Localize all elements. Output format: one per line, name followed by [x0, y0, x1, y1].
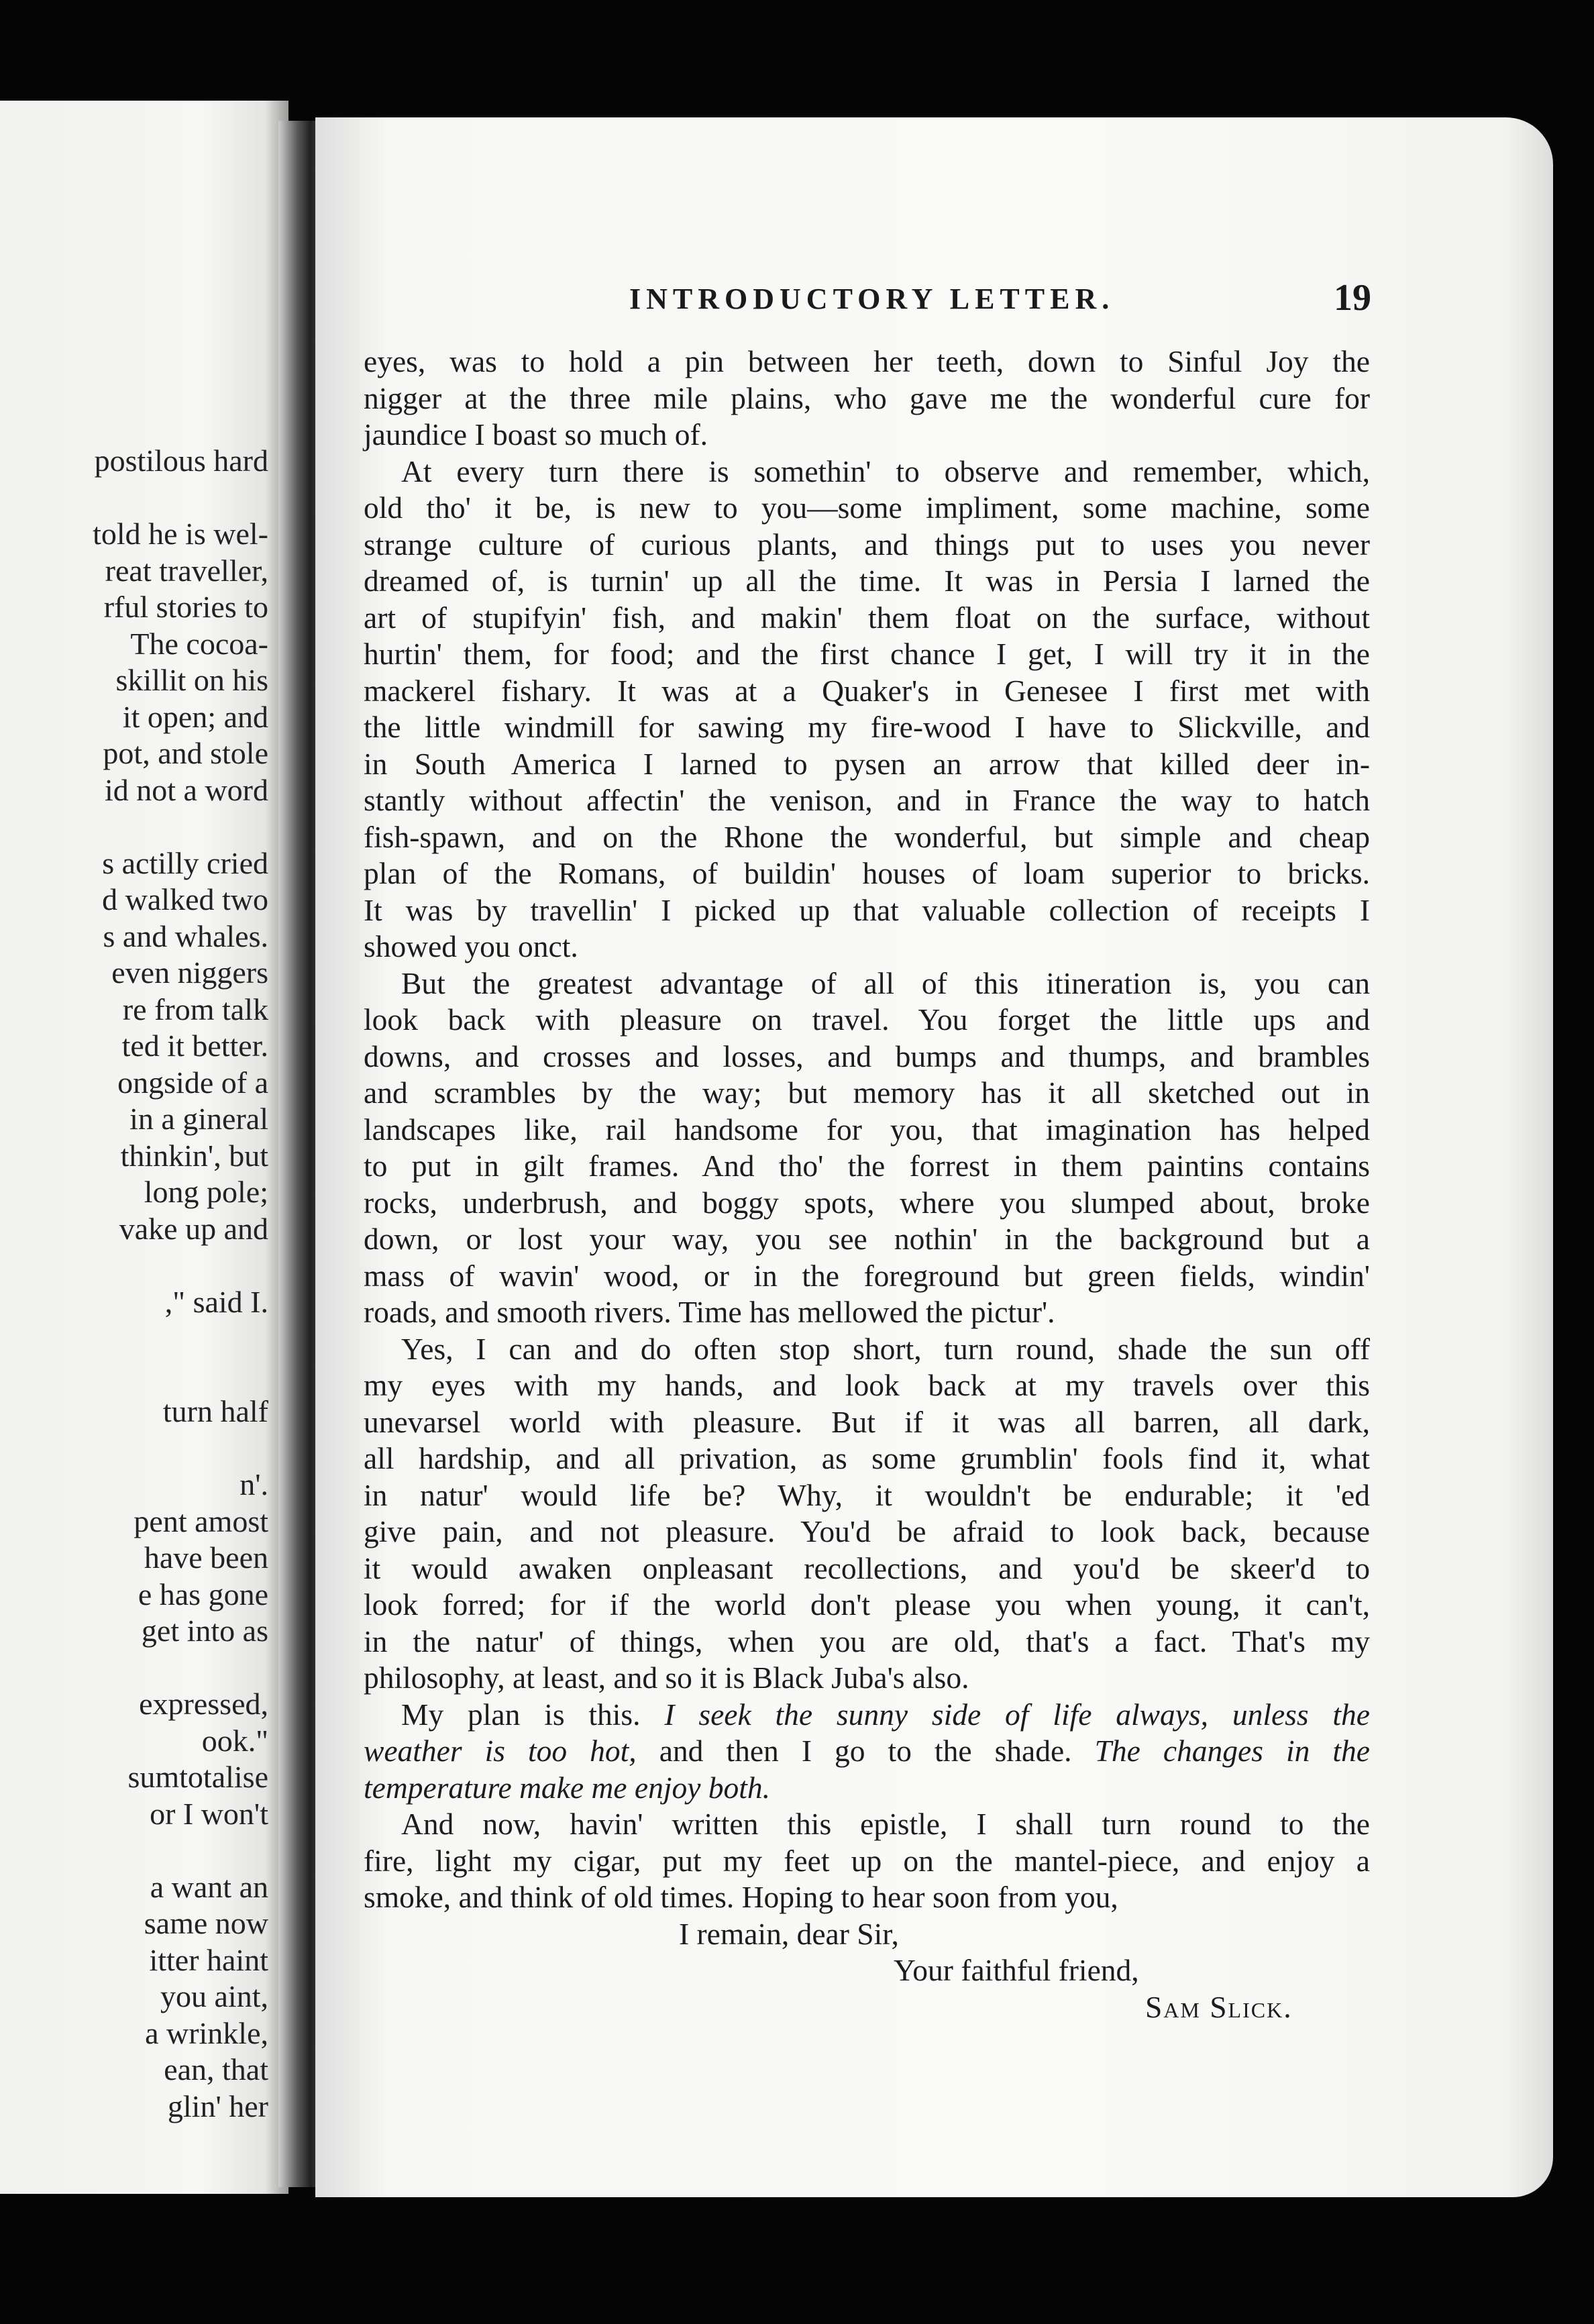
text-line: in the natur' of things, when you are old, that's a fact. That's my	[364, 1624, 1370, 1658]
text-line: and scrambles by the way; but memory has it all sketched out in	[364, 1075, 1370, 1110]
text-line: rocks, underbrush, and boggy spots, where you slumped about, broke	[364, 1185, 1370, 1220]
left-page-line: you aint,	[160, 1979, 268, 2013]
left-page-line: re from talk	[122, 992, 268, 1026]
left-page-line	[0, 1650, 268, 1687]
left-page-line: turn half	[162, 1394, 268, 1428]
left-page-text	[0, 443, 268, 2125]
text-line: look back with pleasure on travel. You forget the little ups and	[364, 1002, 1370, 1037]
left-page-line: long pole;	[144, 1175, 268, 1209]
left-page-line: ," said I.	[164, 1284, 268, 1319]
left-page-line: pent amost	[134, 1503, 268, 1538]
text-line: fire, light my cigar, put my feet up on the mantel-piece, and enjoy a	[364, 1843, 1370, 1878]
text-line: smoke, and think of old times. Hoping to hear soon from you,	[364, 1880, 1118, 1914]
body-text	[364, 344, 1370, 2025]
left-page-line: reat traveller,	[105, 553, 268, 588]
left-page-line: expressed,	[139, 1687, 268, 1721]
left-facing-page	[0, 101, 288, 2194]
plan-italic-text: The changes in the	[1094, 1734, 1370, 1768]
closing-line: I remain, dear Sir,	[679, 1916, 899, 1951]
text-line: the little windmill for sawing my fire-wood I have to Slickville, and	[364, 710, 1370, 744]
text-line: in South America I larned to pysen an arrow that killed deer in-	[364, 746, 1370, 781]
text-line: unevarsel world with pleasure. But if it was all barren, all dark,	[364, 1404, 1370, 1439]
text-line: in natur' would life be? Why, it wouldn't be endurable; it 'ed	[364, 1477, 1370, 1512]
text-line: mass of wavin' wood, or in the foreground but green fields, windin'	[364, 1258, 1370, 1293]
left-page-line: itter haint	[149, 1942, 268, 1977]
left-page-line: e has gone	[138, 1577, 268, 1612]
left-page-line: glin' her	[167, 2089, 268, 2123]
left-page-line: ook."	[201, 1723, 268, 1758]
left-page-line: a wrinkle,	[145, 2015, 268, 2050]
left-page-line: vake up and	[119, 1211, 268, 1246]
left-page-line	[0, 1430, 268, 1467]
left-page-line: told he is wel-	[93, 517, 268, 551]
signature: Sam Slick.	[1145, 1989, 1293, 2024]
text-line: And now, havin' written this epistle, I shall turn round to the	[401, 1807, 1370, 1841]
left-page-line: s actilly cried	[102, 845, 268, 880]
left-page-line: The cocoa-	[130, 626, 268, 661]
text-line-plan	[364, 1733, 1370, 1770]
text-line: plan of the Romans, of buildin' houses of loam superior to bricks.	[364, 856, 1370, 890]
text-line: art of stupifyin' fish, and makin' them float on the surface, without	[364, 600, 1370, 635]
text-line: down, or lost your way, you see nothin' in the background but a	[364, 1222, 1370, 1256]
plan-italic-text: weather is too hot,	[364, 1734, 637, 1768]
text-line-plan	[364, 1770, 1370, 1807]
text-line: my eyes with my hands, and look back at my travels over this	[364, 1368, 1370, 1402]
text-line: It was by travellin' I picked up that valuable collection of receipts I	[364, 892, 1370, 927]
text-line: dreamed of, is turnin' up all the time. It was in Persia I larned the	[364, 564, 1370, 598]
text-line: give pain, and not pleasure. You'd be afraid to look back, because	[364, 1514, 1370, 1548]
left-page-line: id not a word	[104, 772, 268, 807]
text-line: fish-spawn, and on the Rhone the wonderful, but simple and cheap	[364, 819, 1370, 854]
text-line: nigger at the three mile plains, who gave me the wonderful cure for	[364, 380, 1370, 415]
left-page-line	[0, 480, 268, 517]
text-line: it would awaken onpleasant recollections, and you'd be skeer'd to	[364, 1550, 1370, 1585]
text-line: stantly without affectin' the venison, and in France the way to hatch	[364, 783, 1370, 817]
left-page-line: skillit on his	[115, 663, 268, 697]
plan-text: My plan is this.	[401, 1697, 641, 1732]
left-page-line: in a gineral	[129, 1102, 268, 1136]
left-page-line: thinkin', but	[120, 1138, 268, 1173]
text-line: mackerel fishary. It was at a Quaker's in Genesee I first met with	[364, 673, 1370, 708]
left-page-line	[0, 1320, 268, 1357]
left-page-line: s and whales.	[103, 918, 268, 953]
text-line: But the greatest advantage of all of this itineration is, you can	[401, 965, 1370, 1000]
text-line: showed you onct.	[364, 929, 578, 963]
left-page-line: ongside of a	[117, 1065, 268, 1100]
text-line: hurtin' them, for food; and the first chance I get, I will try it in the	[364, 637, 1370, 671]
plan-italic-text: temperature make me enjoy both.	[364, 1770, 771, 1805]
running-head: INTRODUCTORY LETTER.	[629, 282, 1115, 315]
text-line: roads, and smooth rivers. Time has mellowed the pictur'.	[364, 1295, 1055, 1329]
text-line: all hardship, and all privation, as some grumblin' fools find it, what	[364, 1441, 1370, 1475]
text-line: downs, and crosses and losses, and bumps and thumps, and brambles	[364, 1039, 1370, 1073]
plan-italic-text: I seek the sunny side of life always, unless the	[664, 1697, 1371, 1732]
text-line: old tho' it be, is new to you—some impliment, some machine, some	[364, 490, 1370, 525]
text-line: Yes, I can and do often stop short, turn round, shade the sun off	[401, 1331, 1370, 1366]
left-page-line: even niggers	[111, 955, 268, 990]
left-page-line: rful stories to	[103, 590, 268, 624]
left-page-line: sumtotalise	[127, 1760, 268, 1794]
page-number: 19	[1334, 277, 1371, 319]
left-page-line: it open; and	[122, 699, 268, 734]
plan-text: and then I go to the shade.	[659, 1734, 1072, 1768]
left-page-line: d walked two	[102, 882, 268, 916]
text-line: look forred; for if the world don't please you when young, it can't,	[364, 1587, 1370, 1622]
left-page-line	[0, 1832, 268, 1869]
left-page-line	[0, 808, 268, 845]
text-line: philosophy, at least, and so it is Black Juba's also.	[364, 1660, 969, 1695]
left-page-line: same now	[144, 1906, 268, 1940]
left-page-line: a want an	[150, 1869, 268, 1904]
left-page-line: pot, and stole	[103, 736, 268, 770]
text-line: eyes, was to hold a pin between her teeth, down to Sinful Joy the	[364, 344, 1370, 378]
left-page-line	[0, 1357, 268, 1394]
text-line: landscapes like, rail handsome for you, that imagination has helped	[364, 1112, 1370, 1147]
left-page-line	[0, 1247, 268, 1284]
text-line: strange culture of curious plants, and things put to uses you never	[364, 527, 1370, 562]
text-line: At every turn there is somethin' to observe and remember, which,	[401, 454, 1370, 488]
text-line-plan	[364, 1697, 1370, 1734]
left-page-line: or I won't	[150, 1796, 268, 1831]
text-line: to put in gilt frames. And tho' the forrest in them paintins contains	[364, 1149, 1370, 1183]
left-page-line: n'.	[240, 1467, 268, 1501]
left-page-line: ted it better.	[121, 1028, 268, 1063]
closing-line: Your faithful friend,	[894, 1953, 1139, 1987]
left-page-line: get into as	[141, 1614, 268, 1648]
left-page-line: postilous hard	[94, 443, 268, 478]
text-line: jaundice I boast so much of.	[364, 417, 708, 452]
left-page-line: ean, that	[164, 2052, 268, 2087]
left-page-line: have been	[144, 1540, 268, 1575]
